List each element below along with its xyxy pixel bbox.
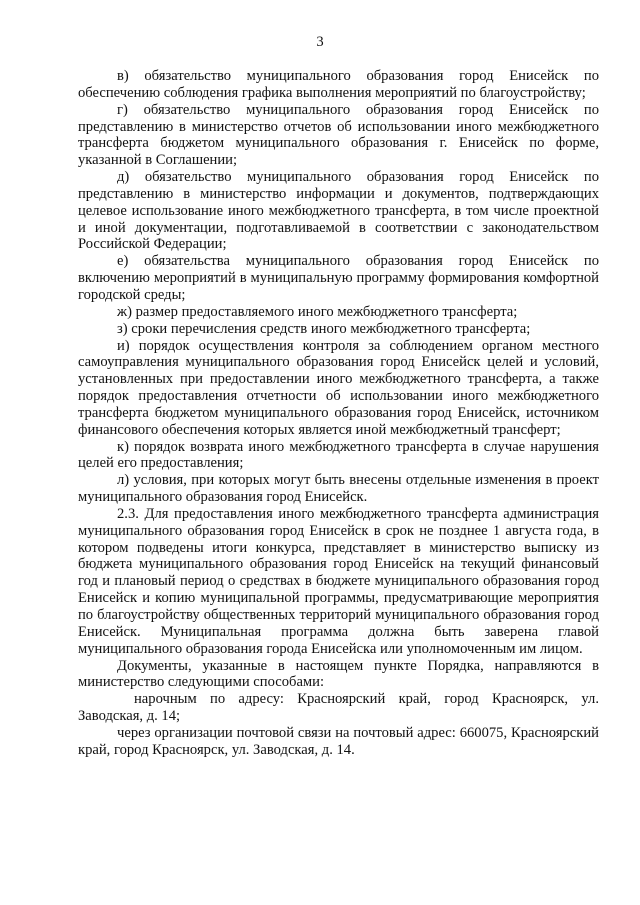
paragraph-2-3: 2.3. Для предоставления иного межбюджетного трансферта администрация муниципального образования город Енисейск в срок не позднее 1 августа года, в котором подведены итоги конкурса, представляет в министерство выписку из бюджета муниципального образования город Енисейск на текущий финансовый год и плановый период о средствах в бюджете муниципального образования город Енисейск и копию муниципальной программы, предусматривающие мероприятия по благоустройству общественных территорий муниципального образования город Енисейск. Муниципальная программа должна быть заверена главой муниципального образования города Енисейска или уполномоченным им лицом. [78, 505, 599, 657]
paragraph-courier-delivery: нарочным по адресу: Красноярский край, город Красноярск, ул. Заводская, д. 14; [78, 691, 599, 725]
paragraph-v: в) обязательство муниципального образования город Енисейск по обеспечению соблюдения графика выполнения мероприятий по благоустройству; [78, 68, 599, 101]
page-number: 3 [316, 34, 324, 50]
paragraph-e: е) обязательства муниципального образования город Енисейск по включению мероприятий в муниципальную программу формирования комфортной городской среды; [78, 253, 599, 303]
paragraph-l: л) условия, при которых могут быть внесены отдельные изменения в проект муниципального образования город Енисейск. [78, 472, 599, 506]
paragraph-z: з) сроки перечисления средств иного межбюджетного трансферта; [117, 320, 531, 337]
paragraph-k: к) порядок возврата иного межбюджетного трансферта в случае нарушения целей его предоставления; [78, 438, 599, 472]
document-body [78, 68, 599, 759]
paragraph-d: д) обязательство муниципального образования город Енисейск по представлению в министерство информации и документов, подтверждающих целевое использование иного межбюджетного трансферта, в том числе проектной и иной документации, подготавливаемой в соответствии с законодательством Российской Федерации; [78, 169, 599, 253]
paragraph-zh: ж) размер предоставляемого иного межбюджетного трансферта; [117, 303, 518, 320]
paragraph-i: и) порядок осуществления контроля за соблюдением органом местного самоуправления муниципального образования город Енисейск целей и условий, установленных при предоставлении иного межбюджетного трансферта, а также порядок предоставления отчетности об использовании иного межбюджетного трансферта бюджетом муниципального образования город Енисейск, источником финансового обеспечения которых является иной межбюджетный трансферт; [78, 337, 599, 438]
paragraph-postal-delivery: через организации почтовой связи на почтовый адрес: 660075, Красноярский край, город Красноярск, ул. Заводская, д. 14. [78, 724, 599, 758]
paragraph-documents: Документы, указанные в настоящем пункте Порядка, направляются в министерство следующими способами: [78, 657, 599, 691]
paragraph-g: г) обязательство муниципального образования город Енисейск по представлению в министерство отчетов об использовании иного межбюджетного трансферта бюджетом муниципального образования г. Енисейск по форме, указанной в Соглашении; [78, 101, 599, 169]
